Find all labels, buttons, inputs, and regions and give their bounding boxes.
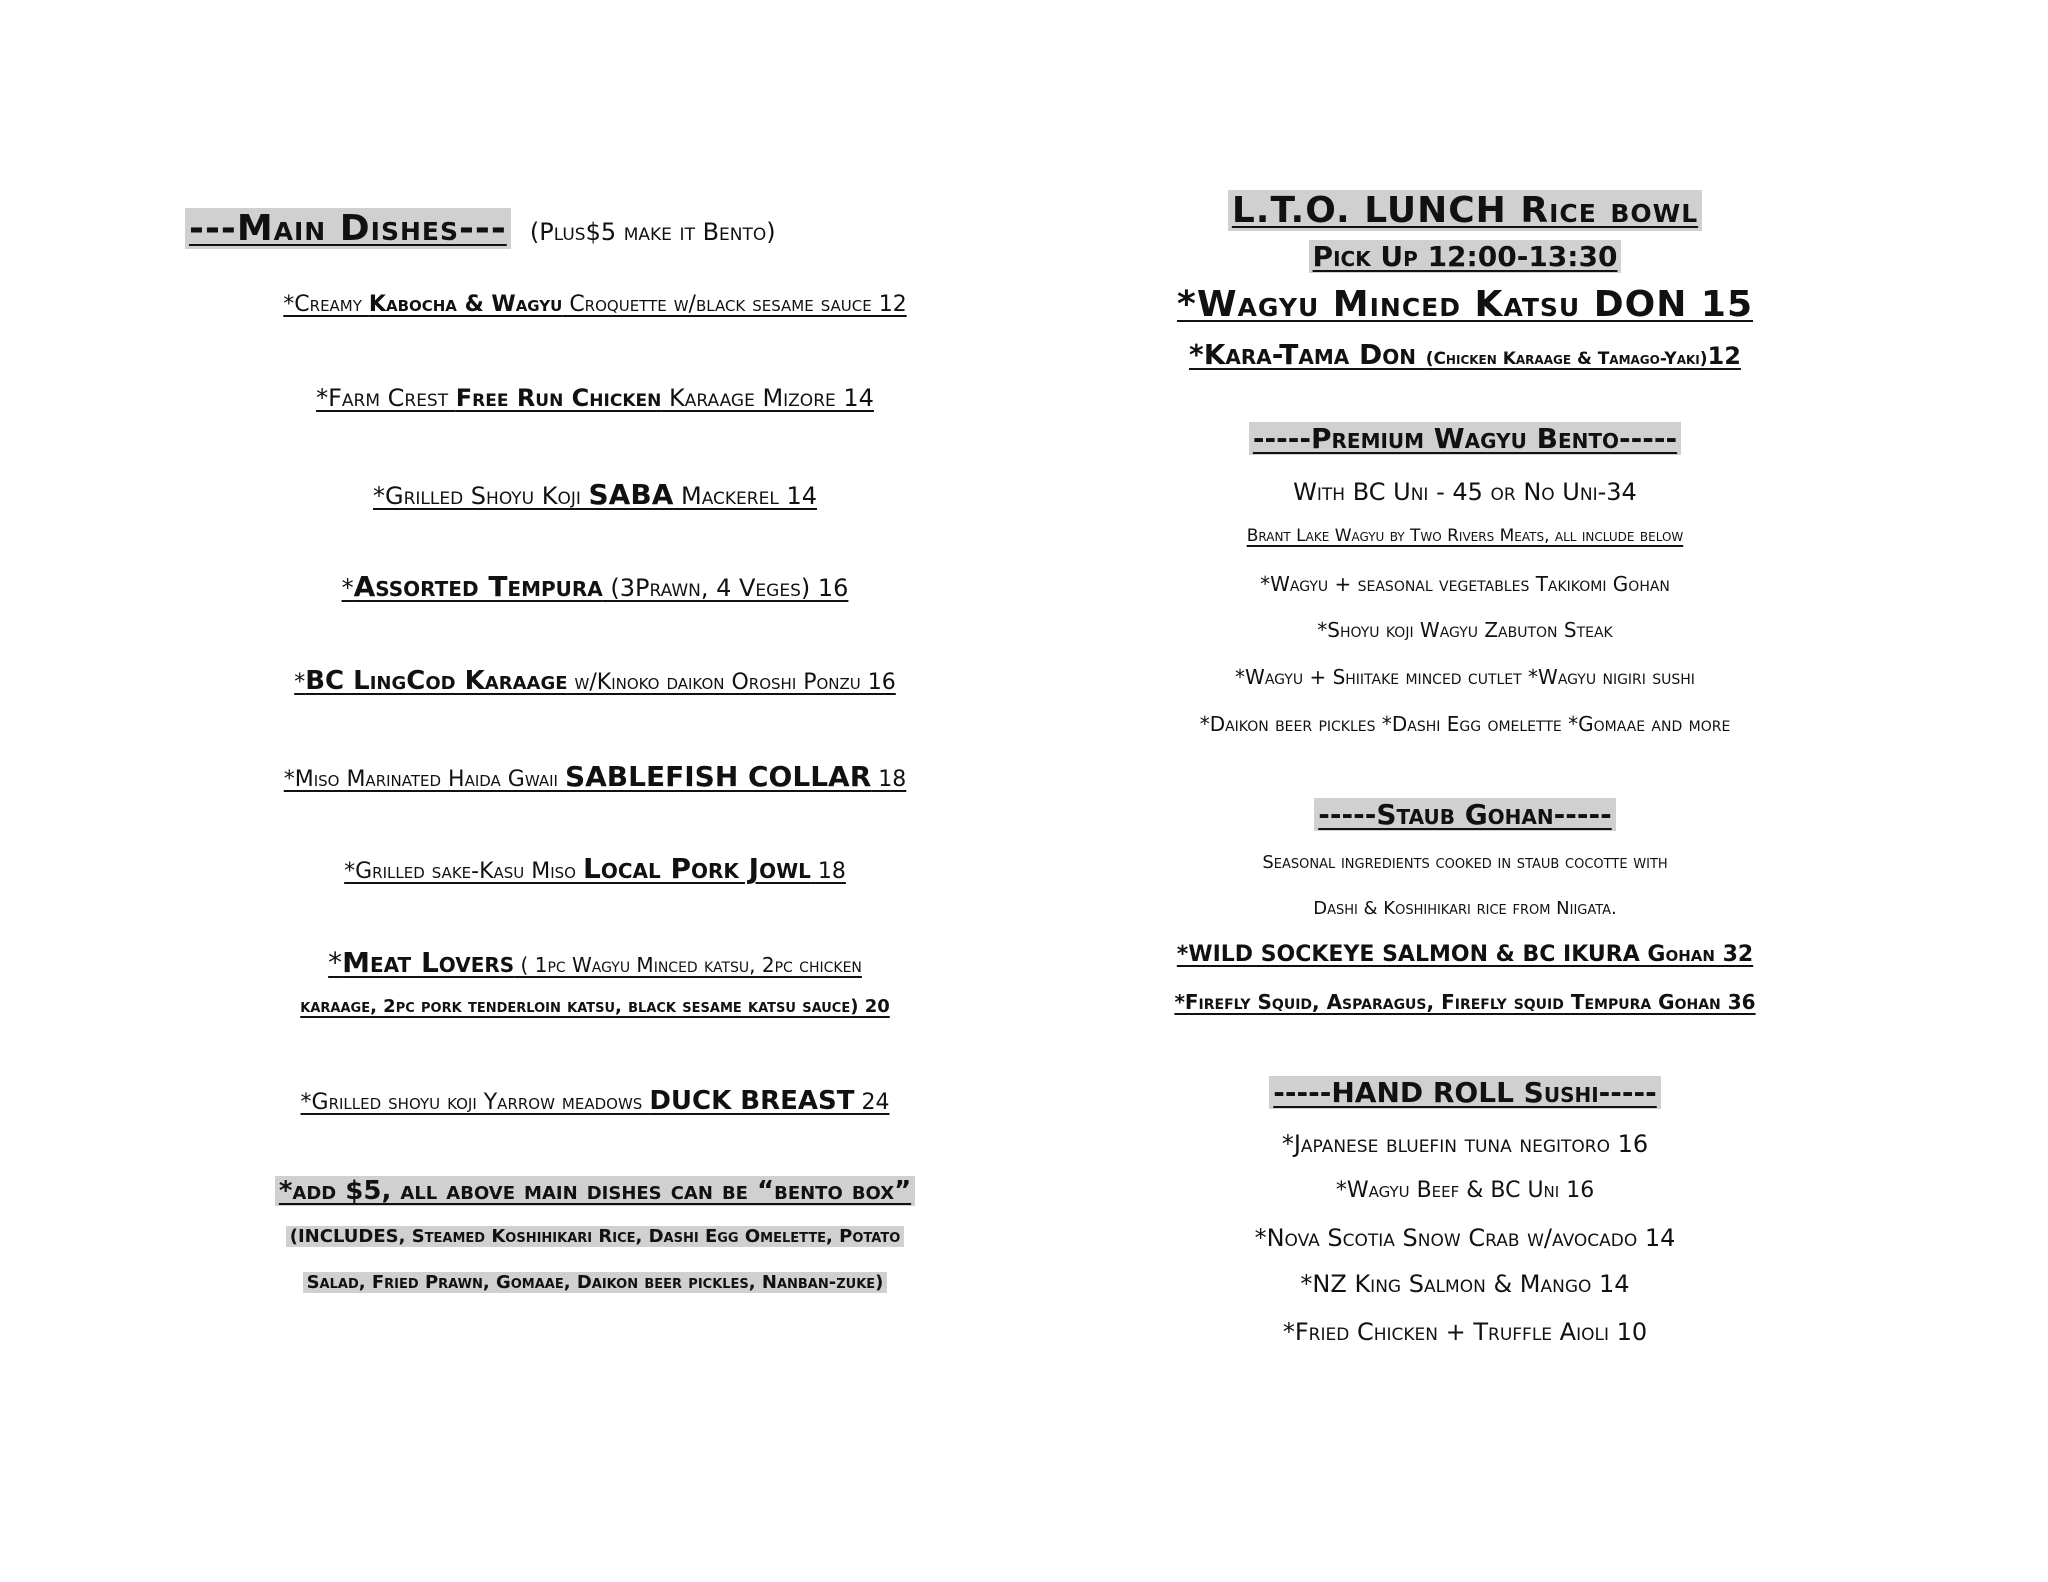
lunch-item-1-row [1055, 284, 1875, 325]
wagyu-bento-line: *Daikon beer pickles *Dashi Egg omelette *Gomaae and more [1199, 712, 1731, 736]
bento-includes-1-row [185, 1226, 1005, 1247]
bento-note: *add $5, all above main dishes can be “bento box” [275, 1176, 915, 1206]
staub-desc-1: Seasonal ingredients cooked in staub cocotte with [1262, 852, 1668, 873]
wagyu-bento-header: -----Premium Wagyu Bento----- [1249, 422, 1681, 455]
lunch-pickup: Pick Up 12:00-13:30 [1309, 240, 1622, 273]
wagyu-bento-line: *Wagyu + Shiitake minced cutlet *Wagyu nigiri sushi [1235, 665, 1695, 689]
menu-item: *Farm Crest Free Run Chicken Karaage Mizore 14 [316, 384, 874, 412]
lunch-pickup-row [1055, 240, 1875, 273]
wagyu-bento-line: *Wagyu + seasonal vegetables Takikomi Gohan [1260, 572, 1670, 596]
hand-roll-item: *Nova Scotia Snow Crab w/avocado 14 [1254, 1224, 1676, 1252]
hand-roll-item: *Fried Chicken + Truffle Aioli 10 [1282, 1318, 1648, 1346]
wagyu-bento-source: Brant Lake Wagyu by Two Rivers Meats, all include below [1246, 526, 1684, 546]
menu-item: *BC LingCod Karaage w/Kinoko daikon Oroshi Ponzu 16 [294, 666, 896, 696]
wagyu-bento-line: *Shoyu koji Wagyu Zabuton Steak [1317, 618, 1613, 642]
menu-item: *Assorted Tempura (3Prawn, 4 Veges) 16 [341, 570, 849, 603]
menu-item: *Creamy Kabocha & Wagyu Croquette w/black sesame sauce 12 [283, 292, 907, 317]
wagyu-bento-header-row [1055, 422, 1875, 455]
menu-item: *Meat Lovers ( 1pc Wagyu Minced katsu, 2pc chicken [328, 946, 862, 979]
hand-roll-item: *NZ King Salmon & Mango 14 [1300, 1270, 1630, 1298]
lunch-item-2: *Kara-Tama Don (Chicken Karaage & Tamago-Yaki)12 [1189, 338, 1741, 371]
main-dishes-header-note: (Plus$5 make it Bento) [529, 218, 776, 246]
bento-includes-2: Salad, Fried Prawn, Gomaae, Daikon beer pickles, Nanban-zuke) [303, 1272, 888, 1293]
hand-roll-item: *Japanese bluefin tuna negitoro 16 [1281, 1130, 1649, 1158]
hand-roll-header: -----HAND ROLL Sushi----- [1269, 1076, 1661, 1109]
bento-includes-2-row [185, 1272, 1005, 1293]
lunch-title: L.T.O. LUNCH Rice bowl [1228, 190, 1702, 231]
main-dishes-header: ---Main Dishes--- [185, 208, 511, 249]
staub-header: -----Staub Gohan----- [1314, 798, 1616, 831]
menu-item: *Grilled Shoyu Koji SABA Mackerel 14 [372, 478, 817, 511]
bento-includes-1: (INCLUDES, Steamed Koshihikari Rice, Dashi Egg Omelette, Potato [286, 1226, 905, 1247]
menu-item: *Miso Marinated Haida Gwaii SABLEFISH COLLAR 18 [283, 760, 907, 793]
lunch-item-1: *Wagyu Minced Katsu DON 15 [1177, 284, 1753, 325]
bento-note-row [185, 1176, 1005, 1206]
staub-header-row [1055, 798, 1875, 831]
wagyu-bento-price: With BC Uni - 45 or No Uni-34 [1293, 478, 1637, 506]
main-dishes-header-row [185, 208, 1005, 249]
menu-item-continued: karaage, 2pc pork tenderloin katsu, black sesame katsu sauce) 20 [300, 996, 890, 1017]
menu-item: *Grilled shoyu koji Yarrow meadows DUCK BREAST 24 [300, 1086, 890, 1116]
staub-desc-2: Dashi & Koshihikari rice from Niigata. [1313, 898, 1617, 919]
staub-item-1: *WILD SOCKEYE SALMON & BC IKURA Gohan 32 [1176, 942, 1754, 967]
hand-roll-item: *Wagyu Beef & BC Uni 16 [1335, 1178, 1595, 1203]
menu-item: *Grilled sake-Kasu Miso Local Pork Jowl 18 [344, 852, 846, 885]
lunch-title-row [1055, 190, 1875, 231]
staub-item-2: *Firefly Squid, Asparagus, Firefly squid Tempura Gohan 36 [1174, 990, 1756, 1014]
hand-roll-header-row [1055, 1076, 1875, 1109]
